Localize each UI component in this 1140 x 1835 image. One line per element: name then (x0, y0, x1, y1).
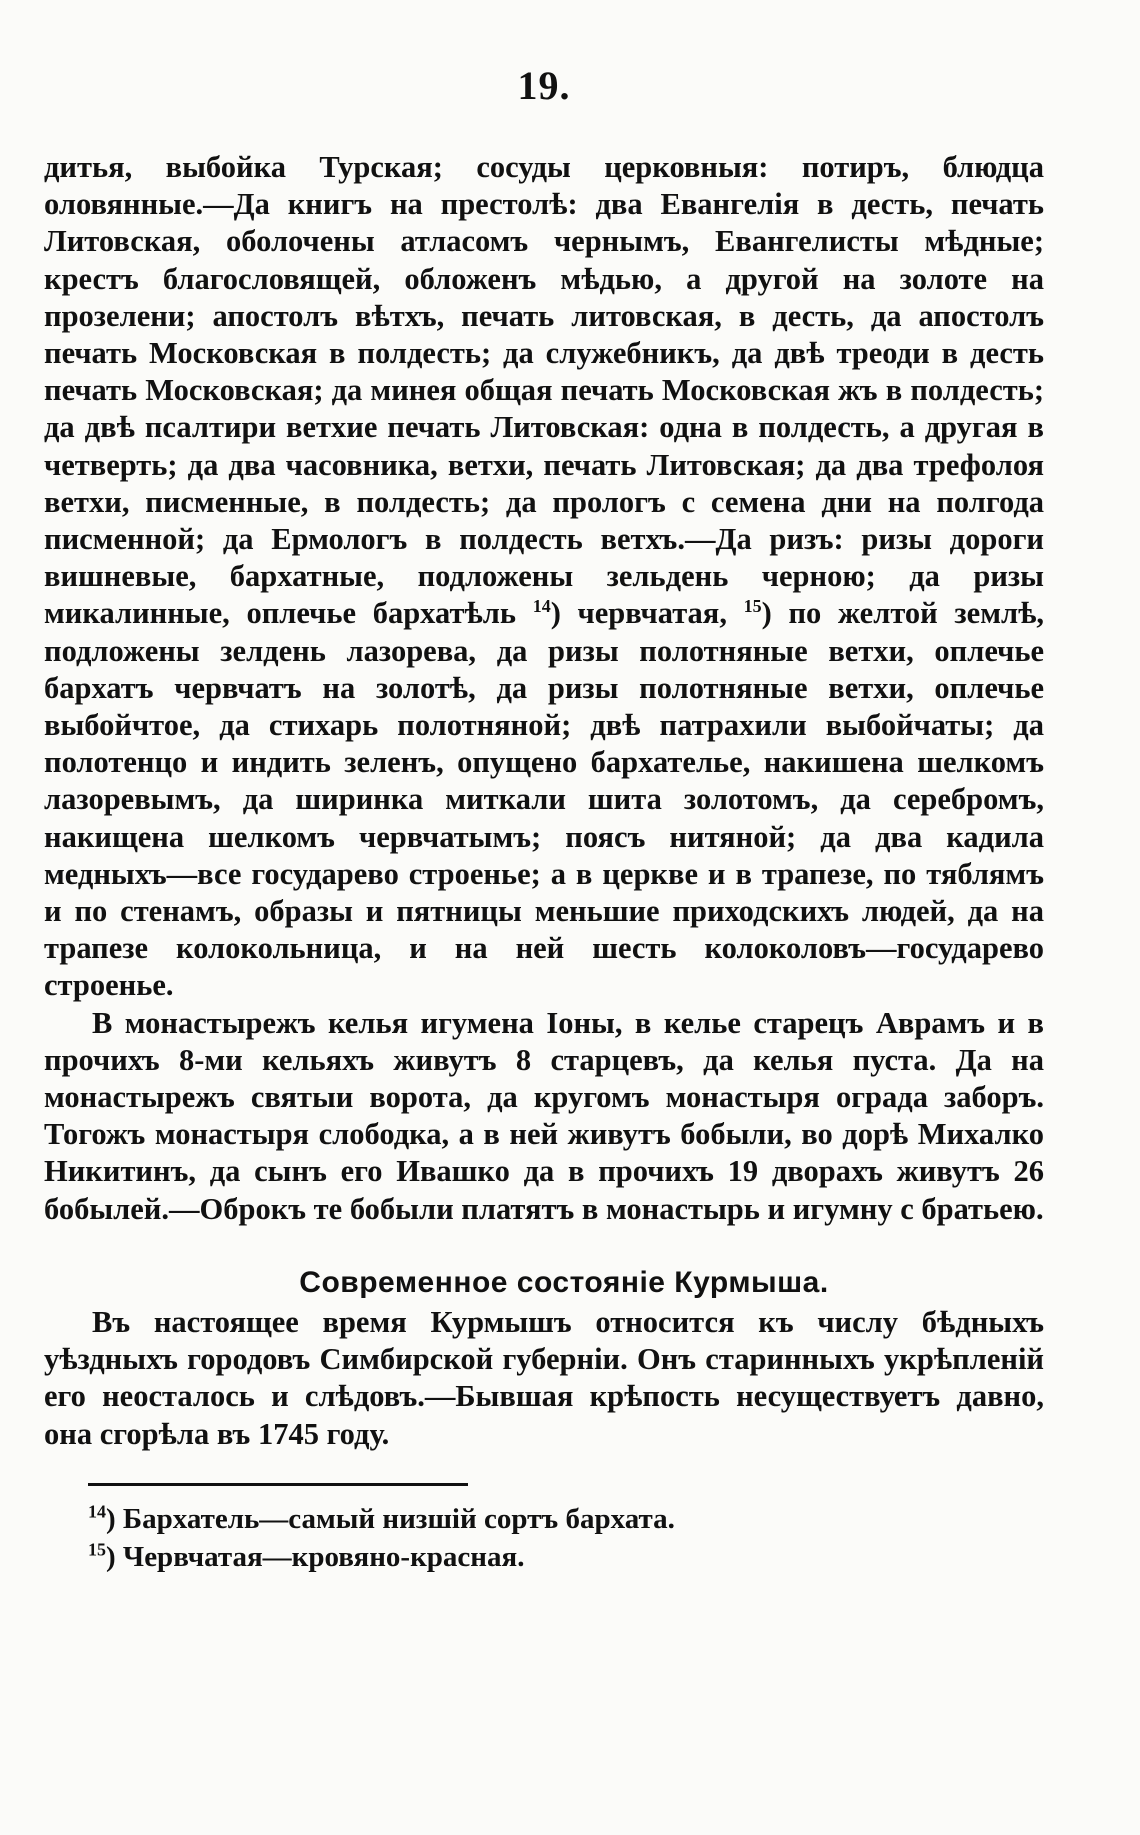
paragraph-monastery: В монастырежъ келья игумена Іоны, в келье старецъ Аврамъ и в прочихъ 8-ми кельяхъ живутъ 8 старцевъ, да келья пуста. Да на монастырежъ святыи ворота, да кругомъ монастыря ограда заборъ. Тогожъ монастыря слободка, а в ней живутъ бобыли, во дорѣ Михалко Никитинъ, да сынъ его Ивашко да в прочихъ 19 дворахъ живутъ 26 бобылей.—Оброкъ те бобыли платятъ в монастырь и игумну с братьею. (44, 1005, 1044, 1226)
paragraph-inventory-part-1: дитья, выбойка Турская; сосуды церковныя: потиръ, блюдца оловянные.—Да книгъ на престолѣ: два Евангелія в десть, печать Литовская, оболочены атласомъ чернымъ, Евангелисты мѣдные; крестъ благословящей, обложенъ мѣдью, а другой на золоте на прозелени; апостолъ вѣтхъ, печать литовская, в десть, да апостолъ печать Московская в полдесть; да служебникъ, да двѣ треоди в десть печать Московская; да минея общая печать Московская жъ в полдесть; да двѣ псалтири ветхие печать Литовская: одна в полдесть, а другая в четверть; да два часовника, ветхи, печать Литовская; да два трефолоя ветхи, писменные, в полдесть; да прологъ с семена дни на полгода писменной; да Ермологъ в полдесть ветхъ.—Да ризъ: ризы дороги вишневые, бархатные, подложены зельдень черною; да ризы микалинные, оплечье бархатѣль (44, 150, 1044, 631)
footnotes (44, 1500, 1044, 1576)
paragraph-inventory-part-2: ) червчатая, (550, 596, 727, 631)
page-number: 19. (517, 63, 571, 108)
body-text (44, 149, 1044, 1228)
section-body (44, 1304, 1044, 1453)
section-gap (44, 1228, 1044, 1266)
paragraph-inventory (44, 149, 1044, 1005)
footnote-15 (88, 1538, 1044, 1576)
section-heading: Современное состояніе Курмыша. (299, 1265, 829, 1299)
footnote-14-text: ) Бархатель—самый низшій сортъ бархата. (106, 1502, 675, 1535)
footnote-marker-15: 15 (88, 1539, 106, 1560)
footnote-ref-14: 14 (532, 596, 551, 617)
footnote-divider (88, 1483, 468, 1486)
footnote-ref-15: 15 (743, 596, 762, 617)
paragraph-current-state: Въ настоящее время Курмышъ относится къ числу бѣдныхъ уѣздныхъ городовъ Симбирской губерніи. Онъ старинныхъ укрѣпленій его неосталось и слѣдовъ.—Бывшая крѣпость несуществуетъ давно, она сгорѣла въ 1745 году. (44, 1304, 1044, 1451)
footnote-15-text: ) Червчатая—кровяно-красная. (106, 1540, 525, 1573)
footnote-14 (88, 1500, 1044, 1538)
footnote-marker-14: 14 (88, 1501, 106, 1522)
paragraph-inventory-part-3: ) по желтой землѣ, подложены зелдень лазорева, да ризы полотняные ветхи, оплечье бархатъ червчатъ на золотѣ, да ризы полотняные ветхи, оплечье выбойчтое, да стихарь полотняной; двѣ патрахили выбойчаты; да полотенцо и индить зеленъ, опущено бархателье, накишена шелкомъ лазоревымъ, да ширинка миткали шита золотомъ, да серебромъ, накищена шелкомъ червчатымъ; поясъ нитяной; да два кадила медныхъ—все государево строенье; а в церкве и в трапезе, по тяблямъ и по стенамъ, образы и пятницы меньшие приходскихъ людей, да на трапезе колокольница, и на ней шесть колоколовъ—государево строенье. (44, 596, 1045, 1003)
